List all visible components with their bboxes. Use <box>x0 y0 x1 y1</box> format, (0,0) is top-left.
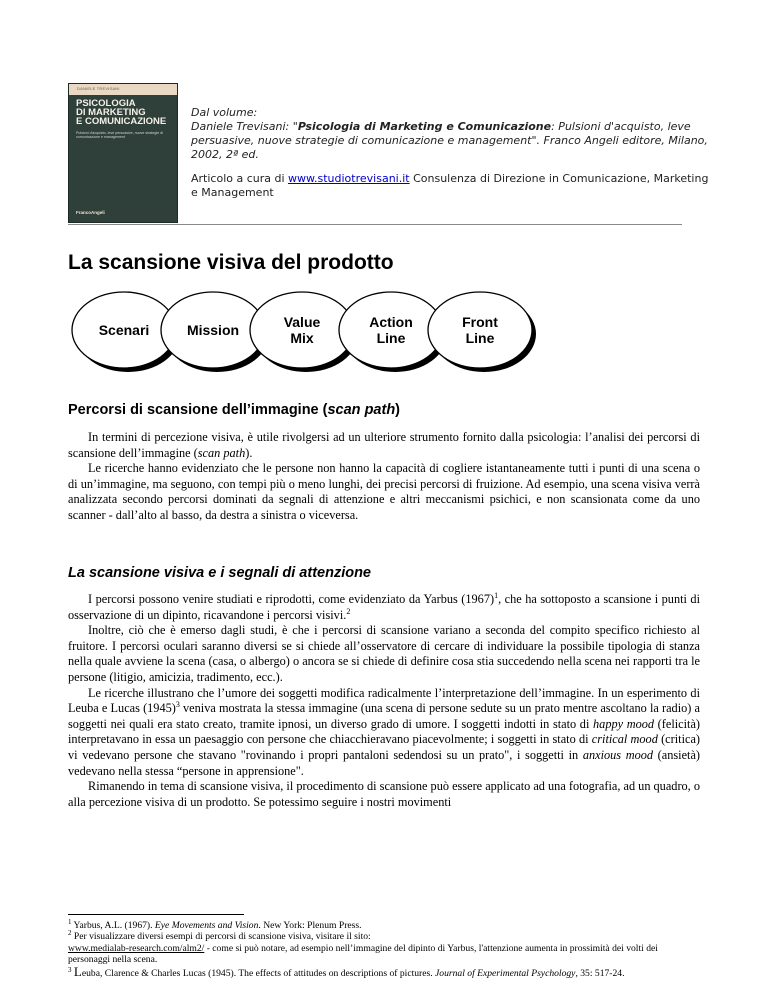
diagram-step-label: Line <box>465 330 495 346</box>
footnote-ref[interactable]: 3 <box>175 700 180 710</box>
header-divider <box>68 224 682 225</box>
paragraph <box>68 430 700 461</box>
paragraph: Inoltre, ciò che è emerso dagli studi, è che i percorsi di scansione variano a seconda del compito specifico richiesto al fruitore. I percorsi oculari saranno diversi se si chiede all’osservatore di cercare di individuare la possibile tipologia di stanza nella quale avviene la scena (casa, o albergo) o ancora se si chiede di definire cosa stia succedendo nella scena nei rapporti tra le persone (litigio, amicizia, tradimento, ecc.). <box>68 623 700 684</box>
section-heading-italic: scan path <box>327 402 396 418</box>
medialab-link[interactable]: www.medialab-research.com/alm2/ <box>68 942 205 954</box>
diagram-step <box>428 292 536 372</box>
footnote-2 <box>68 931 700 965</box>
header-citation <box>191 106 711 200</box>
diagram-step-label: Front <box>462 314 498 330</box>
text-italic: anxious mood <box>582 747 654 762</box>
footnote-ref[interactable]: 1 <box>494 590 499 600</box>
footnotes <box>68 917 700 979</box>
text: In termini di percezione visiva, è utile rivolgersi ad un ulteriore strumento fornito dalla psicologia: l’analisi dei percorsi di scansione dell’immagine ( <box>68 430 700 460</box>
section1-body <box>68 430 700 524</box>
footnote-number: 1 <box>68 917 72 926</box>
paragraph <box>68 592 700 623</box>
text: , che ha sottoposto a scansione i punti di osservazione di un dipinto, ricavandone i percorsi visivi. <box>68 592 700 622</box>
text: (ansietà) vedevano nella stessa “persone in apprensione". <box>68 747 700 778</box>
text: - come si può notare, ad esempio nell’immagine del dipinto di Yarbus, l'attenzione aumenta in prossimità dei volti dei personaggi nella scena. <box>68 942 658 966</box>
section-heading-attention: La scansione visiva e i segnali di attenzione <box>68 565 371 581</box>
text: (critica) vi vedevano persone che stavano "rovinando i propri pantaloni sedendosi su un prato", i soggetti in <box>68 732 700 762</box>
text: euba, Clarence & Charles Lucas (1945). The effects of attitudes on descriptions of pictures. <box>81 967 436 979</box>
diagram-step-label: Mission <box>186 322 240 338</box>
paragraph: Le ricerche hanno evidenziato che le persone non hanno la capacità di cogliere istantaneamente tutti i punti di una scena o di un’immagine, ma seguono, con tempi più o meno lunghi, dei precisi percorsi di fruizione. Ad esempio, una scena visiva verrà analizzata secondo percorsi dominati da segnali di attenzione e altri meccanismi psichici, e non scansionata come da uno scanner - dall’alto al basso, da destra a sinistra o viceversa. <box>68 461 700 522</box>
text-italic: happy mood <box>593 716 655 731</box>
diagram-step-label: Scenari <box>98 322 150 338</box>
section-heading-main: Percorsi di scansione dell’immagine ( <box>68 402 328 418</box>
text: Le ricerche illustrano che l’umore dei soggetti modifica radicalmente l’interpretazione dell’immagine. In un esperimento di Leuba e Lucas (1945) <box>68 685 700 716</box>
article-credit-prefix: Articolo a cura di <box>191 172 289 185</box>
article-credit-suffix: Consulenza di Direzione in Comunicazione, Marketing e Management <box>191 172 709 199</box>
text-italic: scan path <box>197 445 246 460</box>
process-diagram <box>66 288 536 374</box>
section-heading-scan-path <box>68 402 400 418</box>
from-volume-label: Dal volume: <box>191 106 258 119</box>
footnote-number: 2 <box>68 929 72 938</box>
paragraph <box>68 686 700 780</box>
footnote-1 <box>68 917 700 931</box>
citation-book-title: Psicologia di Marketing e Comunicazione <box>297 120 552 133</box>
cover-title-line: E COMUNICAZIONE <box>76 116 167 127</box>
text: Per visualizzare diversi esempi di percorsi di scansione visiva, visitare il sito: <box>71 931 371 943</box>
text-italic: Eye Movements and Vision <box>154 920 259 931</box>
footnote-divider <box>68 914 244 915</box>
article-credit <box>191 172 711 200</box>
book-cover-image <box>68 83 178 223</box>
text: . New York: Plenum Press. <box>258 920 362 931</box>
text: ). <box>245 445 253 460</box>
text: veniva mostrata la stessa immagine (una scena di persone sedute su un prato mentre ascoltano la radio) a soggetti nei quali era stato creato, tramite ipnosi, un diverso grado di umore. I soggetti indotti in stato di <box>68 701 700 731</box>
diagram-step-label: Action <box>369 314 413 330</box>
text-italic: Journal of Experimental Psychology <box>435 967 576 979</box>
cover-title-line: PSICOLOGIA <box>76 98 136 109</box>
citation-details: : Pulsioni d'acquisto, leve persuasive, nuove strategie di comunicazione e management". Franco Angeli editore, Milano, 2002, 2ª ed. <box>191 120 708 161</box>
diagram-step-label: Value <box>283 314 321 330</box>
text-italic: critical mood <box>591 732 658 747</box>
paragraph: Rimanendo in tema di scansione visiva, il procedimento di scansione può essere applicato ad una fotografia, ad un quadro, o alla percezione visiva di un prodotto. Se potessimo seguire i nostri movimenti <box>68 779 700 809</box>
text: Yarbus, A.L. (1967). <box>71 920 155 931</box>
text: I percorsi possono venire studiati e riprodotti, come evidenziato da Yarbus (1967) <box>88 592 495 606</box>
studio-website-link[interactable]: www.studiotrevisani.it <box>288 172 410 185</box>
cover-subtitle: Pulsioni d'acquisto, leve persuasive, nuove strategie di comunicazione e management <box>76 131 163 140</box>
citation-author: Daniele Trevisani: " <box>191 120 298 133</box>
text: , 35: 517-24. <box>575 967 625 979</box>
text: L <box>73 963 82 979</box>
footnote-ref[interactable]: 2 <box>346 606 351 616</box>
diagram-step-label: Mix <box>290 330 314 346</box>
cover-publisher-logo: FrancoAngeli <box>76 210 105 215</box>
cover-title <box>69 95 177 126</box>
footnote-number: 3 <box>68 965 72 974</box>
cover-top-strip <box>69 84 177 95</box>
section2-body <box>68 592 700 810</box>
text: (felicità) interpretavano in essa un paesaggio con persone che chiacchieravano piacevolmente; i soggetti in stato di <box>68 716 700 747</box>
citation <box>191 120 711 162</box>
section-heading-end: ) <box>395 402 401 418</box>
footnote-3 <box>68 963 700 979</box>
diagram-step-label: Line <box>376 330 406 346</box>
cover-title-line: DI MARKETING <box>76 107 146 118</box>
page-title: La scansione visiva del prodotto <box>68 251 394 274</box>
cover-author: DANIELE TREVISANI <box>77 86 120 91</box>
